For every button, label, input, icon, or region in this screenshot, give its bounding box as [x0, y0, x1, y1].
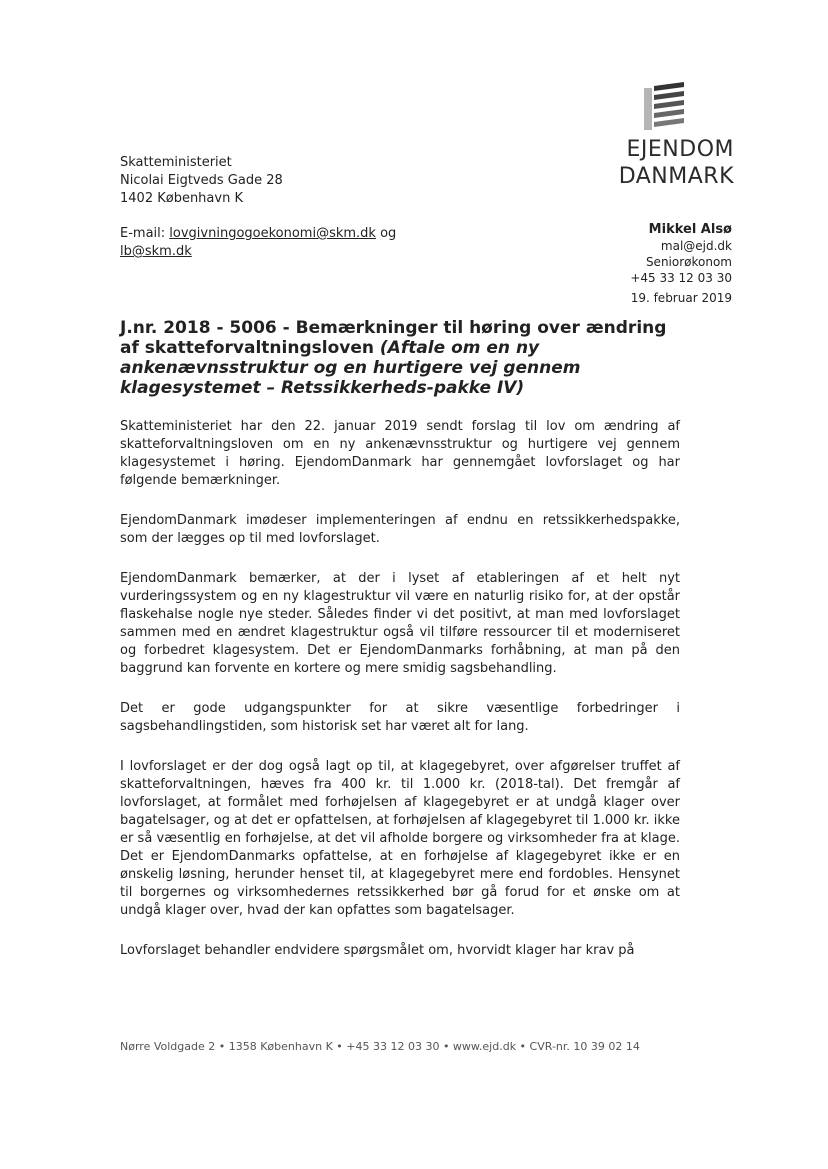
paragraph: EjendomDanmark bemærker, at der i lyset af etableringen af et helt nyt vurderingssystem og en ny klagestruktur vil være en naturlig risiko for, at der opstår flaskehalse nogle nye steder. Således finder vi det positivt, at man med lovforslaget sammen med en ændret klagestruktur også vil tilføre ressourcer til et moderniseret og forbedret klagesystem. Det er EjendomDanmarks forhåbning, at man på den baggrund kan forvente en kortere og mere smidig sagsbehandling.	[120, 571, 680, 676]
paragraph: Det er gode udgangspunkter for at sikre væsentlige forbedringer i sagsbehandlingstiden, som historisk set har været alt for lang.	[120, 701, 680, 734]
letter-date: 19. februar 2019	[630, 291, 732, 305]
email-link-lovgivning[interactable]: lovgivningogoekonomi@skm.dk	[169, 226, 376, 241]
paragraph: I lovforslaget er der dog også lagt op til, at klagegebyret, over afgørelser truffet af skatteforvaltningen, hæves fra 400 kr. til 1.000 kr. (2018-tal). Det fremgår af lovforslaget, at formålet med forhøjelsen af klagegebyret er at undgå klager over bagatelsager, og at det er opfattelsen, at forhøjelsen af klagegebyret til 1.000 kr. ikke er så væsentlig en forhøjelse, at det vil afholde borgere og virksomheder fra at klage. Det er EjendomDanmarks opfattelse, at en forhøjelse af klagegebyret ikke er en ønskelig løsning, herunder henset til, at klagegebyret mere end fordobles. Hensynet til borgernes og virksomhedernes retssikkerhed bør gå forud for et ønske om at undgå klager over, hvad der kan opfattes som bagatelsager.	[120, 759, 680, 918]
sender-title: Seniorøkonom	[645, 255, 732, 269]
letter-body	[120, 418, 680, 982]
email-prefix: E-mail:	[120, 226, 170, 241]
logo-line-2: DANMARK	[618, 164, 734, 189]
stacked-layers-icon	[644, 82, 688, 134]
paragraph: Lovforslaget behandler endvidere spørgsmålet om, hvorvidt klager har krav på	[120, 943, 635, 958]
recipient-street: Nicolai Eigtveds Gade 28	[120, 173, 283, 188]
ejendomdanmark-logo	[612, 82, 734, 188]
sender-block	[630, 222, 732, 286]
recipient-address	[120, 154, 283, 208]
letter-heading	[120, 318, 690, 398]
email-line	[120, 225, 410, 261]
sender-email: mal@ejd.dk	[660, 239, 732, 253]
sender-phone: +45 33 12 03 30	[630, 271, 732, 285]
heading-plain: J.nr. 2018 - 5006 - Bemærkninger til høring over ændring af skatteforvaltningsloven	[120, 318, 667, 358]
sender-name: Mikkel Alsø	[648, 222, 732, 237]
paragraph: Skatteministeriet har den 22. januar 2019 sendt forslag til lov om ændring af skatteforvaltningsloven om en ny ankenævnsstruktur og hurtigere vej gennem klagesystemet i høring. EjendomDanmark har gennemgået lovforslaget og har følgende bemærkninger.	[120, 419, 680, 488]
email-joiner: og	[375, 226, 397, 241]
paragraph: EjendomDanmark imødeser implementeringen af endnu en retssikkerhedspakke, som der lægges op til med lovforslaget.	[120, 513, 680, 546]
email-link-lb[interactable]: lb@skm.dk	[120, 244, 192, 259]
recipient-name: Skatteministeriet	[120, 155, 232, 170]
heading-italic: (Aftale om en ny ankenævnsstruktur og en hurtigere vej gennem klagesystemet – Retssikkerheds-pakke IV)	[120, 338, 581, 398]
logo-line-1: EJENDOM	[626, 137, 734, 162]
recipient-city: 1402 København K	[120, 191, 243, 206]
letter-footer: Nørre Voldgade 2 • 1358 København K • +45 33 12 03 30 • www.ejd.dk • CVR-nr. 10 39 02 14	[120, 1040, 640, 1053]
